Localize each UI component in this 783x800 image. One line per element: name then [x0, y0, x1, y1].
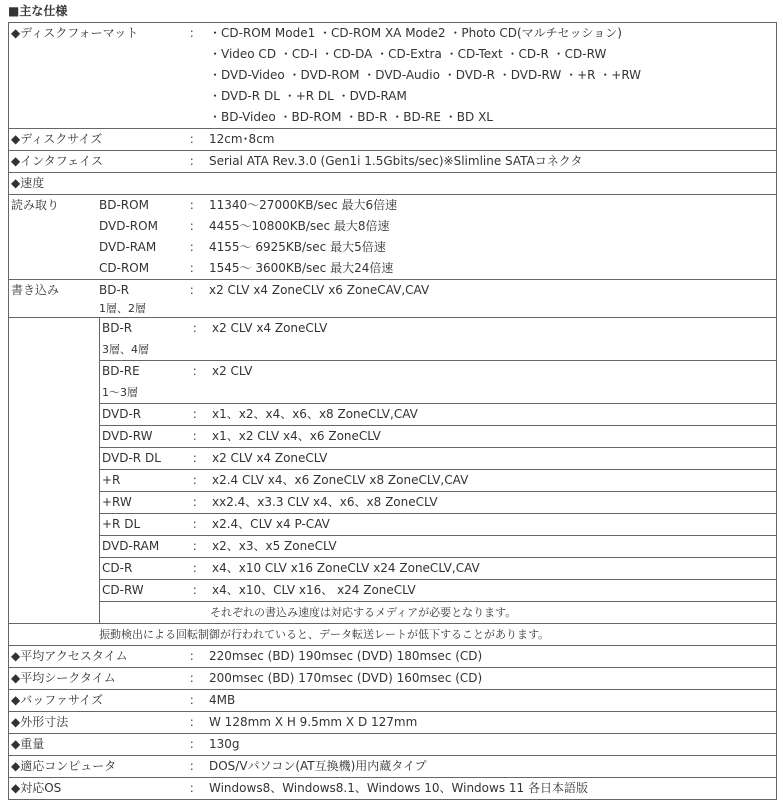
label-disc-format: ◆ディスクフォーマット	[11, 26, 139, 40]
separator: ：	[189, 759, 202, 773]
write-item	[100, 426, 776, 448]
write-media-layers: 1～3層	[102, 386, 138, 399]
write-value: x2.4 CLV x4、x6 ZoneCLV x8 ZoneCLV,CAV	[212, 473, 469, 487]
row-write-note2	[9, 624, 776, 646]
write-value: x2 CLV	[212, 364, 253, 378]
row-seek-time	[9, 668, 776, 690]
separator: ：	[189, 198, 202, 212]
write-media-name: BD-R	[102, 321, 133, 335]
row-access-time	[9, 646, 776, 668]
label-access-time: ◆平均アクセスタイム	[11, 649, 128, 663]
read-value: 11340～27000KB/sec 最大6倍速	[209, 198, 398, 212]
separator: ：	[189, 737, 202, 751]
separator: ：	[192, 583, 205, 597]
write-item	[100, 492, 776, 514]
write-blank	[9, 318, 100, 623]
write-item	[100, 448, 776, 470]
write-item	[100, 514, 776, 536]
row-speed	[9, 173, 776, 195]
write-item	[100, 536, 776, 558]
label-write: 書き込み	[11, 283, 60, 297]
label-os: ◆対応OS	[11, 781, 62, 795]
write-media-name: +R DL	[102, 517, 141, 531]
label-computer: ◆適応コンピュータ	[11, 759, 117, 773]
separator: ：	[189, 26, 202, 40]
row-disc-size	[9, 129, 776, 151]
separator: ：	[192, 407, 205, 421]
write-media-name: DVD-R DL	[102, 451, 161, 465]
label-weight: ◆重量	[11, 737, 45, 751]
value-buffer: 4MB	[209, 693, 236, 707]
write-item	[100, 558, 776, 580]
write-value: x2 CLV x4 ZoneCLV x6 ZoneCAV,CAV	[209, 283, 430, 297]
label-speed: ◆速度	[11, 176, 45, 190]
separator: ：	[189, 781, 202, 795]
value-disc-size: 12cm･8cm	[209, 132, 275, 146]
format-line-3: ・DVD-Video ・DVD-ROM ・DVD-Audio ・DVD-R ・DVD-RW ・+R ・+RW	[209, 68, 642, 82]
separator: ：	[189, 283, 202, 297]
format-line-2: ・Video CD ・CD-I ・CD-DA ・CD-Extra ・CD-Text ・CD-R ・CD-RW	[209, 47, 607, 61]
separator: ：	[189, 219, 202, 233]
note-blank-sep	[190, 602, 204, 623]
write-value: x2、x3、x5 ZoneCLV	[212, 539, 337, 553]
page-title: ■主な仕様	[8, 4, 68, 18]
write-media-name: CD-RW	[102, 583, 144, 597]
row-disc-format	[9, 23, 776, 129]
separator: ：	[189, 261, 202, 275]
write-media-layers: 1層、2層	[99, 302, 146, 315]
separator: ：	[192, 517, 205, 531]
write-media	[100, 361, 192, 403]
separator: ：	[189, 671, 202, 685]
value-os: Windows8、Windows8.1、Windows 10、Windows 11 各日本語版	[209, 781, 588, 795]
separator: ：	[189, 154, 202, 168]
label-interface: ◆インタフェイス	[11, 154, 104, 168]
write-item	[100, 470, 776, 492]
write-media-name: BD-R	[99, 283, 130, 297]
read-media-column	[99, 195, 189, 279]
read-value: 4455～10800KB/sec 最大8倍速	[209, 219, 390, 233]
write-item	[100, 580, 776, 602]
write-value: x2 CLV x4 ZoneCLV	[212, 321, 328, 335]
write-media-name: DVD-RW	[102, 429, 153, 443]
label-dimensions: ◆外形寸法	[11, 715, 69, 729]
value-disc-format	[203, 23, 776, 128]
separator: ：	[192, 495, 205, 509]
vibration-note: 振動検出による回転制御が行われていると、データ転送レートが低下することがあります。	[99, 628, 550, 641]
separator: ：	[192, 364, 205, 378]
read-value-column	[203, 195, 776, 279]
separator: ：	[192, 473, 205, 487]
separator: ：	[192, 539, 205, 553]
value-seek-time: 200msec (BD) 170msec (DVD) 160msec (CD)	[209, 671, 483, 685]
label-buffer: ◆バッファサイズ	[11, 693, 104, 707]
write-media-name: +R	[102, 473, 121, 487]
value-interface: Serial ATA Rev.3.0 (Gen1i 1.5Gbits/sec)※Slimline SATAコネクタ	[209, 154, 583, 168]
read-media: DVD-ROM	[99, 219, 158, 233]
write-value: x1、x2 CLV x4、x6 ZoneCLV	[212, 429, 381, 443]
separator: ：	[189, 715, 202, 729]
separator: ：	[192, 321, 205, 335]
row-read	[9, 195, 776, 280]
write-note-row	[100, 602, 776, 623]
read-value: 4155～ 6925KB/sec 最大5倍速	[209, 240, 386, 254]
row-dimensions	[9, 712, 776, 734]
write-note: それぞれの書込み速度は対応するメディアが必要となります。	[210, 606, 517, 619]
write-value: x4、x10、CLV x16、 x24 ZoneCLV	[212, 583, 416, 597]
separator: ：	[189, 132, 202, 146]
label-seek-time: ◆平均シークタイム	[11, 671, 116, 685]
read-value: 1545～ 3600KB/sec 最大24倍速	[209, 261, 394, 275]
separator: ：	[189, 693, 202, 707]
format-line-1: ・CD-ROM Mode1 ・CD-ROM XA Mode2 ・Photo CD(マルチセッション)	[209, 26, 622, 40]
spec-table	[8, 22, 777, 800]
separator: ：	[192, 561, 205, 575]
write-media	[100, 318, 192, 360]
write-value: x2 CLV x4 ZoneCLV	[212, 451, 328, 465]
row-computer	[9, 756, 776, 778]
write-value: xx2.4、x3.3 CLV x4、x6、x8 ZoneCLV	[212, 495, 438, 509]
read-media: BD-ROM	[99, 198, 149, 212]
write-item	[100, 318, 776, 361]
separator: ：	[189, 649, 202, 663]
write-media-name: DVD-RAM	[102, 539, 160, 553]
row-buffer	[9, 690, 776, 712]
label-disc-size: ◆ディスクサイズ	[11, 132, 103, 146]
write-value: x4、x10 CLV x16 ZoneCLV x24 ZoneCLV,CAV	[212, 561, 480, 575]
format-line-4: ・DVD-R DL ・+R DL ・DVD-RAM	[209, 89, 407, 103]
row-interface	[9, 151, 776, 173]
write-media-layers: 3層、4層	[102, 343, 149, 356]
row-weight	[9, 734, 776, 756]
write-media	[99, 280, 189, 317]
separator-column	[189, 195, 203, 279]
note-blank	[100, 602, 190, 623]
separator: ：	[189, 240, 202, 254]
read-media: DVD-RAM	[99, 240, 157, 254]
note2-blank	[9, 624, 99, 645]
value-dimensions: W 128mm X H 9.5mm X D 127mm	[209, 715, 418, 729]
value-computer: DOS/Vパソコン(AT互換機)用内蔵タイプ	[209, 759, 427, 773]
write-value: x1、x2、x4、x6、x8 ZoneCLV,CAV	[212, 407, 418, 421]
format-line-5: ・BD-Video ・BD-ROM ・BD-R ・BD-RE ・BD XL	[209, 110, 493, 124]
write-value: x2.4、CLV x4 P-CAV	[212, 517, 330, 531]
row-write-first	[9, 280, 776, 318]
row-write-rest	[9, 318, 776, 624]
value-weight: 130g	[209, 737, 240, 751]
write-items	[100, 318, 776, 623]
read-media: CD-ROM	[99, 261, 150, 275]
write-media-name: +RW	[102, 495, 132, 509]
write-media-name: CD-R	[102, 561, 133, 575]
write-item	[100, 404, 776, 426]
write-media-name: BD-RE	[102, 364, 140, 378]
separator: ：	[192, 429, 205, 443]
label-read: 読み取り	[11, 198, 60, 212]
write-media-name: DVD-R	[102, 407, 142, 421]
value-access-time: 220msec (BD) 190msec (DVD) 180msec (CD)	[209, 649, 483, 663]
separator: ：	[192, 451, 205, 465]
write-item	[100, 361, 776, 404]
row-os	[9, 778, 776, 799]
